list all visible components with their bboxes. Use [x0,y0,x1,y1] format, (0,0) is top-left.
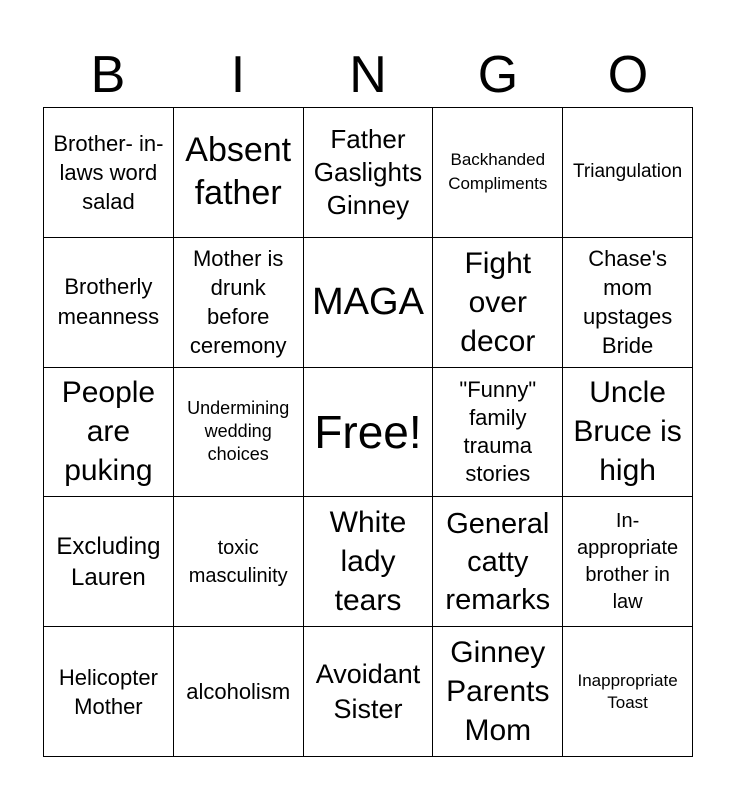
bingo-cell[interactable] [44,497,174,627]
header-letter-g: G [477,46,519,104]
bingo-cell[interactable] [563,368,693,498]
cell-text: Helicopter Mother [58,664,158,719]
bingo-cell[interactable] [433,108,563,238]
bingo-cell[interactable] [304,368,434,498]
bingo-cell[interactable] [433,627,563,757]
bingo-cell[interactable] [44,368,174,498]
bingo-cell[interactable] [563,497,693,627]
cell-text: MAGA [312,281,424,324]
bingo-cell[interactable] [174,627,304,757]
cell-text: Free! [314,405,422,458]
cell-text: Father Gaslights Ginney [313,123,423,220]
cell-text: People are puking [61,376,156,488]
header-letter-b: B [90,46,126,104]
cell-text: White lady tears [329,506,407,618]
header-letter-i: I [230,46,246,104]
cell-text: Fight over decor [460,246,536,358]
bingo-cell[interactable] [304,627,434,757]
bingo-board [43,107,693,757]
bingo-cell[interactable] [563,627,693,757]
bingo-cell[interactable] [174,368,304,498]
bingo-header [43,42,693,108]
cell-text: Triangulation [573,161,683,183]
bingo-cell[interactable] [174,108,304,238]
cell-text: In- appropriate brother in law [577,509,679,613]
bingo-cell[interactable] [433,238,563,368]
cell-text: Mother is drunk before ceremony [189,246,287,359]
cell-text: Brother- in- laws word salad [53,130,164,214]
cell-text: Undermining wedding choices [187,398,290,465]
bingo-cell[interactable] [174,497,304,627]
bingo-cell[interactable] [304,497,434,627]
cell-text: Ginney Parents Mom [446,636,550,748]
bingo-cell[interactable] [44,108,174,238]
cell-text: Inappropriate Toast [577,670,678,712]
cell-text: Brotherly meanness [57,274,160,330]
cell-text: "Funny" family trauma stories [459,376,537,486]
bingo-cell[interactable] [174,238,304,368]
bingo-cell[interactable] [563,238,693,368]
bingo-cell[interactable] [433,368,563,498]
cell-text: Excluding Lauren [56,532,161,591]
bingo-cell[interactable] [44,238,174,368]
cell-text: Uncle Bruce is high [573,376,682,488]
cell-text: Backhanded Compliments [448,150,548,194]
bingo-cell[interactable] [433,497,563,627]
bingo-cell[interactable] [44,627,174,757]
cell-text: Chase's mom upstages Bride [582,246,673,359]
bingo-cell[interactable] [304,238,434,368]
cell-text: General catty remarks [445,507,551,616]
cell-text: Absent father [185,131,292,213]
header-letter-n: N [349,46,387,104]
bingo-cell[interactable] [304,108,434,238]
cell-text: Avoidant Sister [315,658,421,724]
header-letter-o: O [607,46,649,104]
cell-text: toxic masculinity [188,536,288,587]
cell-text: alcoholism [186,678,291,704]
bingo-cell[interactable] [563,108,693,238]
